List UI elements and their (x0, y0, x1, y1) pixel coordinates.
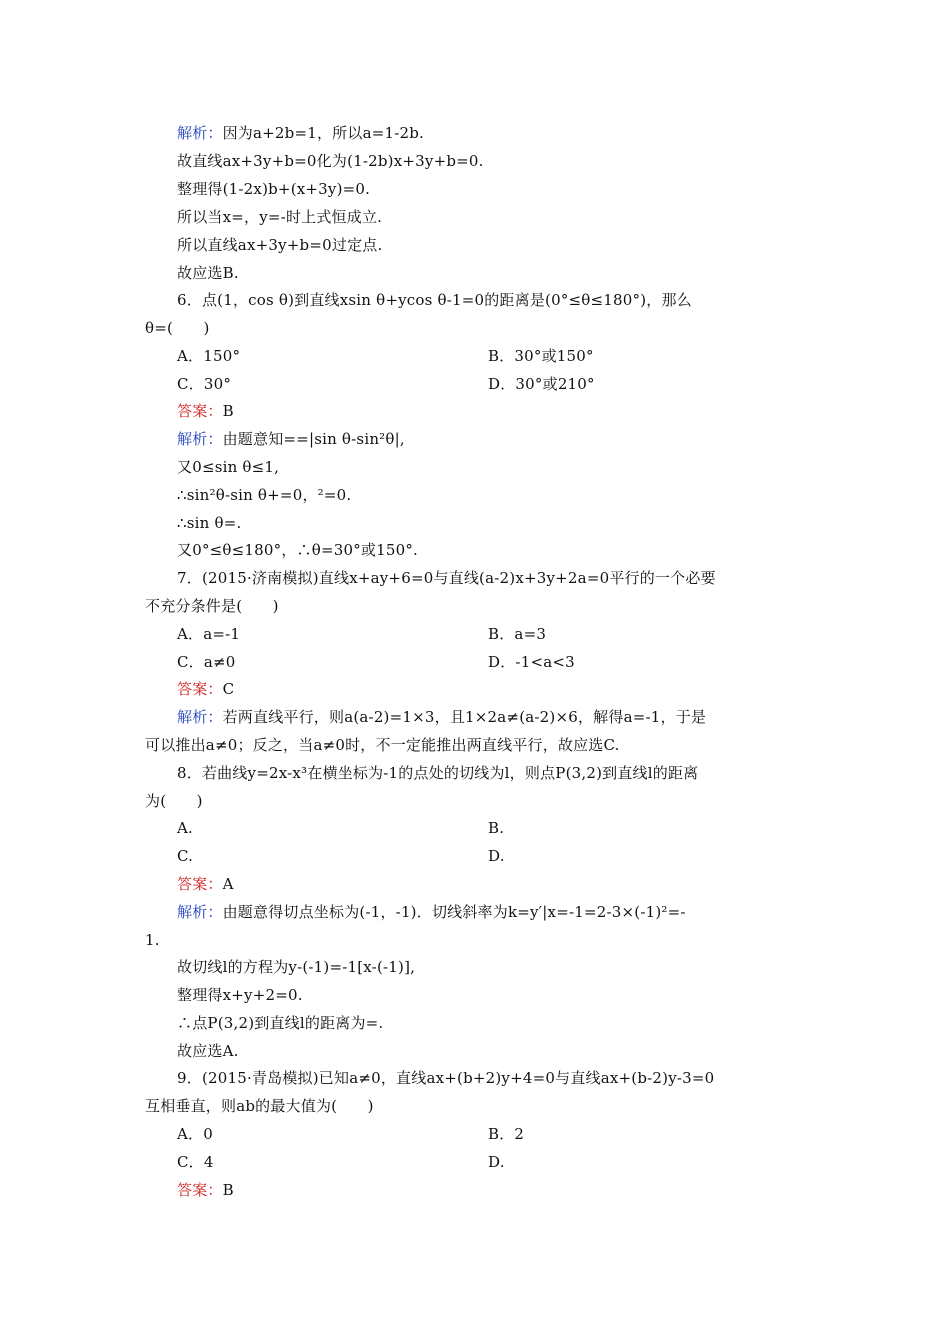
q6-option-c: C．30° (177, 375, 232, 393)
q9-answer: 答案：B (177, 1181, 234, 1199)
analysis-label: 解析： (177, 903, 223, 921)
q7-answer: 答案：C (177, 680, 235, 698)
q6-stem-line-1: 6．点(1，cos θ)到直线xsin θ+ycos θ-1=0的距离是(0°≤θ≤180°)，那么 (177, 291, 692, 309)
q8-solution-line-1: 解析：由题意得切点坐标为(-1，-1)．切线斜率为k=y′|x=-1=2-3×(-1)²=- (177, 903, 686, 921)
q5-solution-line-6: 故应选B. (177, 264, 239, 282)
q8-answer: 答案：A (177, 875, 234, 893)
q6-answer: 答案：B (177, 402, 234, 420)
q8-solution-line-6: 故应选A. (177, 1042, 239, 1060)
q6-stem-line-2: θ=( ) (145, 319, 210, 337)
q9-option-b: B．2 (488, 1125, 525, 1143)
q8-solution-line-5: ∴点P(3,2)到直线l的距离为=. (177, 1014, 384, 1032)
q6-option-a: A．150° (177, 347, 241, 365)
q9-option-d: D. (488, 1153, 505, 1171)
q7-stem-line-2: 不充分条件是( ) (145, 597, 279, 615)
q8-option-a: A. (177, 819, 194, 837)
analysis-label: 解析： (177, 124, 223, 142)
q8-solution-line-3: 故切线l的方程为y-(-1)=-1[x-(-1)], (177, 958, 416, 976)
q9-option-c: C．4 (177, 1153, 214, 1171)
q6-solution-line-3: ∴sin²θ-sin θ+=0，²=0. (177, 486, 352, 504)
q6-solution-line-1: 解析：由题意知==|sin θ-sin²θ|, (177, 430, 405, 448)
answer-label: 答案： (177, 1181, 223, 1199)
q8-stem-line-2: 为( ) (145, 792, 203, 810)
answer-label: 答案： (177, 875, 223, 893)
q8-stem-line-1: 8．若曲线y=2x-x³在横坐标为-1的点处的切线为l，则点P(3,2)到直线l的距离 (177, 764, 699, 782)
q5-solution-line-1: 解析：因为a+2b=1，所以a=1-2b. (177, 124, 425, 142)
q7-solution-line-1: 解析：若两直线平行，则a(a-2)=1×3，且1×2a≠(a-2)×6，解得a=-1，于是 (177, 708, 707, 726)
q7-solution-line-2: 可以推出a≠0；反之，当a≠0时，不一定能推出两直线平行，故应选C. (145, 736, 620, 754)
q9-stem-line-1: 9．(2015·青岛模拟)已知a≠0，直线ax+(b+2)y+4=0与直线ax+(b-2)y-3=0 (177, 1069, 715, 1087)
q6-solution-line-4: ∴sin θ=. (177, 514, 242, 532)
q6-option-d: D．30°或210° (488, 375, 595, 393)
q8-option-c: C. (177, 847, 194, 865)
q7-option-c: C．a≠0 (177, 653, 236, 671)
q7-option-b: B．a=3 (488, 625, 547, 643)
q8-solution-line-2: 1. (145, 931, 160, 949)
q5-solution-line-5: 所以直线ax+3y+b=0过定点. (177, 236, 383, 254)
q6-solution-line-5: 又0°≤θ≤180°，∴θ=30°或150°. (177, 541, 419, 559)
q9-option-a: A．0 (177, 1125, 213, 1143)
q5-solution-line-4: 所以当x=，y=-时上式恒成立. (177, 208, 383, 226)
q8-option-b: B. (488, 819, 505, 837)
q7-option-d: D．-1<a<3 (488, 653, 575, 671)
q6-solution-line-2: 又0≤sin θ≤1, (177, 458, 280, 476)
q5-solution-line-2: 故直线ax+3y+b=0化为(1-2b)x+3y+b=0. (177, 152, 484, 170)
q7-option-a: A．a=-1 (177, 625, 241, 643)
analysis-label: 解析： (177, 708, 223, 726)
q5-solution-line-3: 整理得(1-2x)b+(x+3y)=0. (177, 180, 371, 198)
analysis-label: 解析： (177, 430, 223, 448)
q9-stem-line-2: 互相垂直，则ab的最大值为( ) (145, 1097, 374, 1115)
q7-stem-line-1: 7．(2015·济南模拟)直线x+ay+6=0与直线(a-2)x+3y+2a=0平行的一个必要 (177, 569, 716, 587)
q6-option-b: B．30°或150° (488, 347, 594, 365)
q8-solution-line-4: 整理得x+y+2=0. (177, 986, 303, 1004)
answer-label: 答案： (177, 680, 223, 698)
answer-label: 答案： (177, 402, 223, 420)
q8-option-d: D. (488, 847, 505, 865)
